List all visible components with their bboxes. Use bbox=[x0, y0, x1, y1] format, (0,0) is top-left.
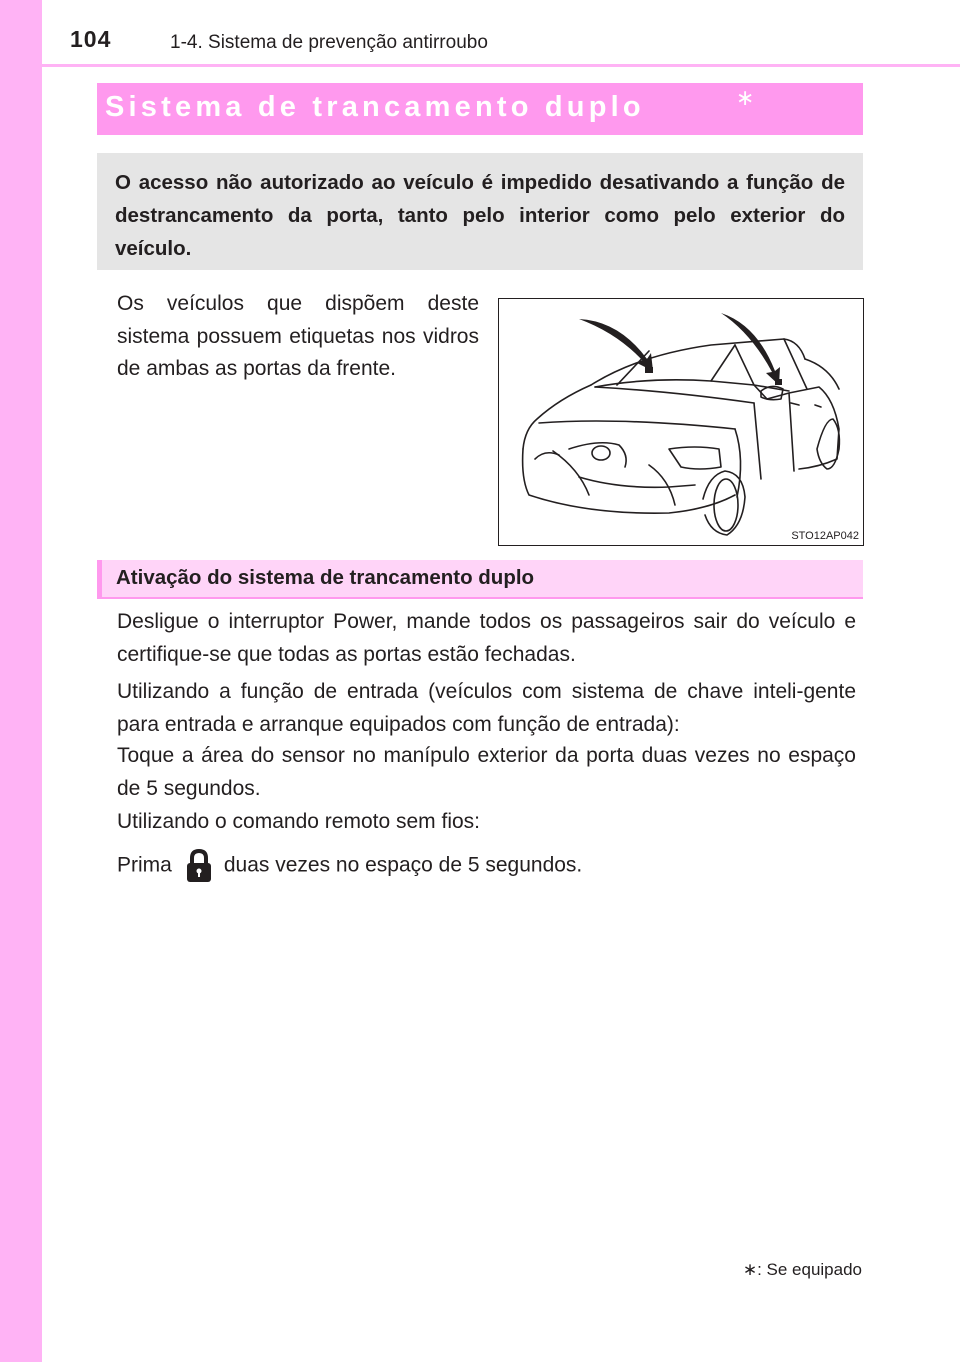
footnote-text: : Se equipado bbox=[757, 1260, 862, 1279]
intro-text: O acesso não autorizado ao veículo é impedido desativando a função de destrancamento da porta, tanto pelo interior como pelo exterior do veículo. bbox=[115, 171, 845, 260]
intro-box bbox=[97, 153, 863, 270]
page-header bbox=[42, 0, 960, 68]
side-tab-bar bbox=[0, 0, 42, 1362]
remote-condition: Utilizando o comando remoto sem fios: bbox=[117, 810, 480, 833]
footnote bbox=[743, 1260, 862, 1280]
subsection-bar bbox=[97, 560, 863, 599]
header-rule bbox=[42, 64, 960, 67]
car-drawing bbox=[499, 299, 863, 545]
lock-icon bbox=[184, 848, 214, 884]
remote-step-suffix: duas vezes no espaço de 5 segundos. bbox=[223, 853, 583, 877]
subsection-accent bbox=[97, 560, 102, 597]
footnote-marker: ∗ bbox=[742, 1260, 758, 1279]
label-note: Os veículos que dispõem deste sistema possuem etiquetas nos vidros de ambas as portas da frente. bbox=[117, 292, 479, 380]
remote-step-prefix: Prima bbox=[117, 853, 172, 877]
step-power-off: Desligue o interruptor Power, mande todos os passageiros sair do veículo e certifique-se que todas as portas estão fechadas. bbox=[117, 610, 856, 666]
section-title: Sistema de trancamento duplo bbox=[105, 91, 645, 123]
section-title-bar bbox=[97, 83, 863, 135]
figure-code: STO12AP042 bbox=[791, 530, 859, 542]
subsection-title: Ativação do sistema de trancamento duplo bbox=[116, 566, 535, 589]
page-number: 104 bbox=[70, 26, 112, 52]
entry-function-step: Toque a área do sensor no manípulo exterior da porta duas vezes no espaço de 5 segundos. bbox=[117, 744, 856, 800]
remote-step bbox=[117, 848, 582, 884]
car-illustration bbox=[498, 298, 864, 546]
section-reference: 1-4. Sistema de prevenção antirroubo bbox=[170, 32, 488, 53]
entry-function-condition: Utilizando a função de entrada (veículos com sistema de chave inteli-gente para entrada e arranque equipados com função de entrada): bbox=[117, 680, 856, 736]
equipped-marker: ∗ bbox=[736, 85, 755, 110]
